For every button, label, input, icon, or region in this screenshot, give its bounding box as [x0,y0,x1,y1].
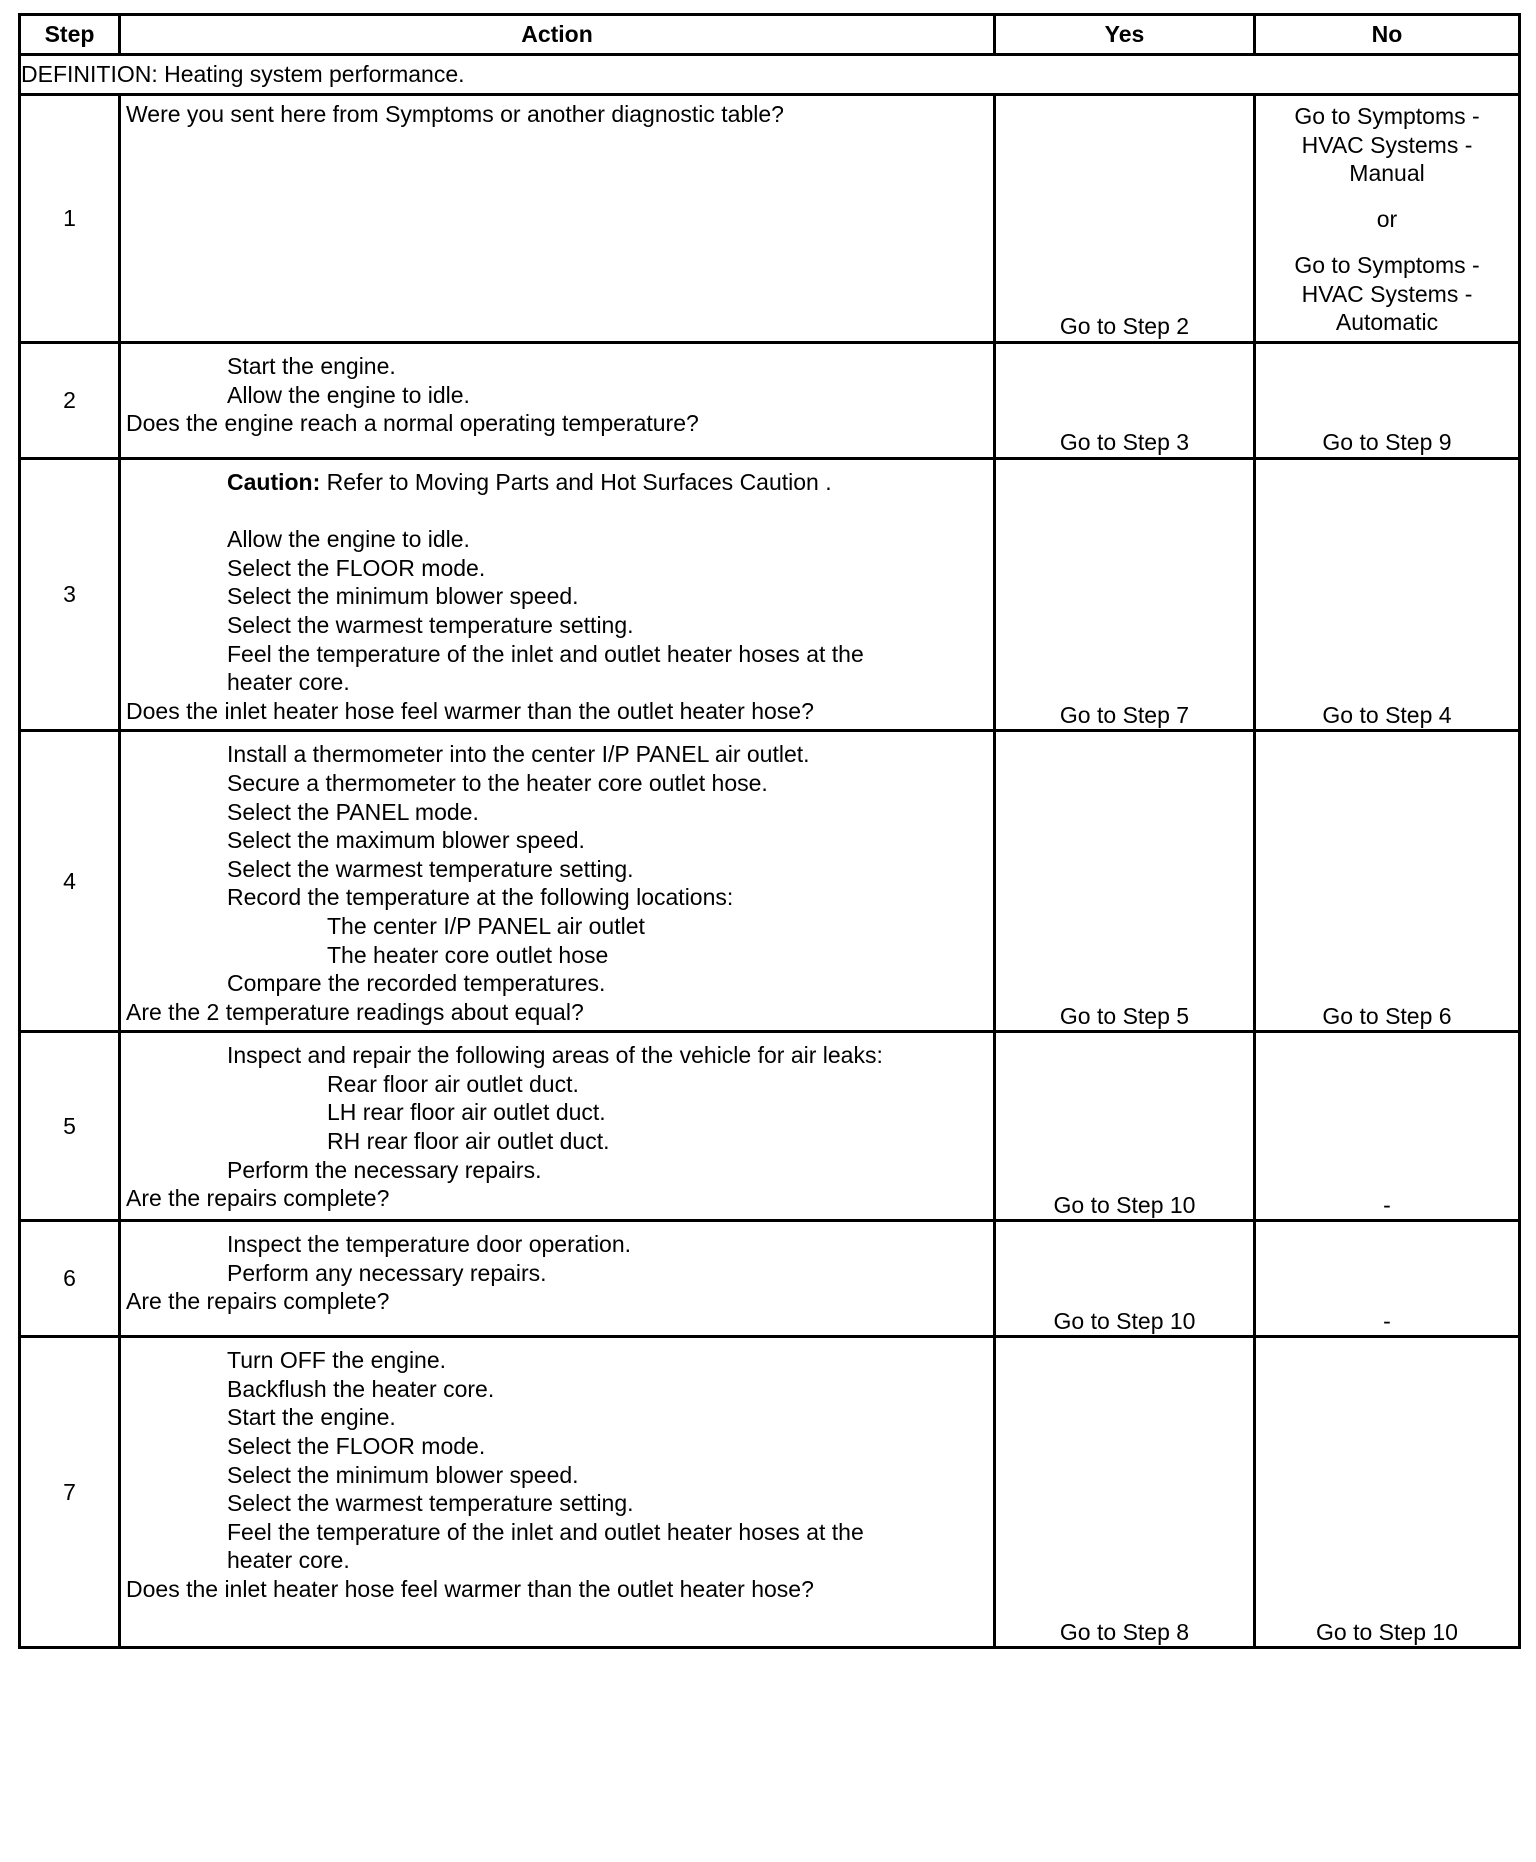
action-line: Inspect the temperature door operation. [227,1231,632,1258]
step-number: 5 [20,1032,120,1221]
no-cell [1255,95,1520,343]
action-line: Secure a thermometer to the heater core outlet hose. [227,769,768,796]
header-step: Step [20,15,120,55]
action-line: Start the engine. [227,353,396,379]
no-cell: - [1255,1032,1520,1221]
step-number: 1 [20,95,120,343]
step-number: 2 [20,343,120,459]
action-line: Backflush the heater core. [227,1375,495,1402]
action-line: Perform any necessary repairs. [227,1259,547,1286]
action-line: heater core. [227,1547,350,1574]
definition-text: DEFINITION: Heating system performance. [20,55,1520,95]
action-question: Are the repairs complete? [126,1185,390,1212]
action-line: Select the warmest temperature setting. [227,1490,634,1517]
step-number: 7 [20,1337,120,1648]
action-line: Select the warmest temperature setting. [227,611,634,638]
yes-cell: Go to Step 5 [995,731,1255,1032]
table-row [20,731,1520,1032]
action-cell [120,343,995,459]
action-line: Select the FLOOR mode. [227,1433,486,1460]
action-line: Turn OFF the engine. [227,1347,447,1374]
action-subline: The center I/P PANEL air outlet [327,912,645,939]
yes-cell: Go to Step 10 [995,1221,1255,1337]
action-question: Are the repairs complete? [126,1288,390,1315]
table-row [20,343,1520,459]
action-line: Allow the engine to idle. [227,381,470,408]
action-line: Start the engine. [227,1404,396,1431]
table-row [20,1337,1520,1648]
action-line: Perform the necessary repairs. [227,1156,542,1183]
no-cell: Go to Step 6 [1255,731,1520,1032]
action-cell [120,95,995,343]
table-row [20,1032,1520,1221]
action-line: Select the FLOOR mode. [227,554,486,581]
no-text: Go to Symptoms - [1294,252,1480,279]
action-line: Inspect and repair the following areas of the vehicle for air leaks: [227,1042,883,1069]
no-text: Manual [1349,160,1425,187]
action-line: Select the maximum blower speed. [227,827,585,854]
action-line: heater core. [227,669,350,696]
action-subline: RH rear floor air outlet duct. [327,1128,610,1155]
action-line: Select the minimum blower speed. [227,1461,579,1488]
action-cell [120,1337,995,1648]
yes-cell: Go to Step 3 [995,343,1255,459]
no-cell: Go to Step 9 [1255,343,1520,459]
no-text: HVAC Systems - [1301,131,1473,158]
step-number: 3 [20,459,120,731]
no-cell: - [1255,1221,1520,1337]
caution-text: Refer to Moving Parts and Hot Surfaces Caution . [320,469,832,495]
no-text: HVAC Systems - [1301,280,1473,307]
header-yes: Yes [995,15,1255,55]
action-line: Select the PANEL mode. [227,798,479,825]
yes-cell: Go to Step 10 [995,1032,1255,1221]
action-line: Select the warmest temperature setting. [227,855,634,882]
action-cell [120,1221,995,1337]
step-number: 4 [20,731,120,1032]
yes-cell: Go to Step 8 [995,1337,1255,1648]
action-cell [120,731,995,1032]
table-row [20,95,1520,343]
action-question: Were you sent here from Symptoms or another diagnostic table? [126,101,784,127]
action-question: Does the inlet heater hose feel warmer than the outlet heater hose? [126,1576,814,1603]
no-cell: Go to Step 10 [1255,1337,1520,1648]
action-subline: LH rear floor air outlet duct. [327,1099,606,1126]
action-question: Are the 2 temperature readings about equal? [126,998,584,1025]
action-subline: The heater core outlet hose [327,941,609,968]
action-question: Does the inlet heater hose feel warmer than the outlet heater hose? [126,697,814,724]
header-action: Action [120,15,995,55]
yes-cell: Go to Step 7 [995,459,1255,731]
no-or: or [1376,206,1398,233]
action-line: Compare the recorded temperatures. [227,970,606,997]
action-cell [120,459,995,731]
header-row [20,15,1520,55]
header-no: No [1255,15,1520,55]
action-line: Feel the temperature of the inlet and outlet heater hoses at the [227,640,864,667]
definition-row [20,55,1520,95]
no-text: Go to Symptoms - [1294,103,1480,129]
yes-cell: Go to Step 2 [995,95,1255,343]
action-line: Record the temperature at the following locations: [227,884,734,911]
action-question: Does the engine reach a normal operating temperature? [126,410,699,437]
action-line: Allow the engine to idle. [227,526,470,553]
action-line: Feel the temperature of the inlet and outlet heater hoses at the [227,1518,864,1545]
action-line: Select the minimum blower speed. [227,583,579,610]
no-cell: Go to Step 4 [1255,459,1520,731]
diagnostic-table [18,13,1521,1649]
caution-line [126,468,993,497]
caution-label: Caution: [227,469,321,495]
action-cell [120,1032,995,1221]
step-number: 6 [20,1221,120,1337]
action-line: Install a thermometer into the center I/P PANEL air outlet. [227,741,810,768]
action-subline: Rear floor air outlet duct. [327,1070,579,1097]
no-text: Automatic [1335,309,1439,336]
table-row [20,1221,1520,1337]
table-row [20,459,1520,731]
